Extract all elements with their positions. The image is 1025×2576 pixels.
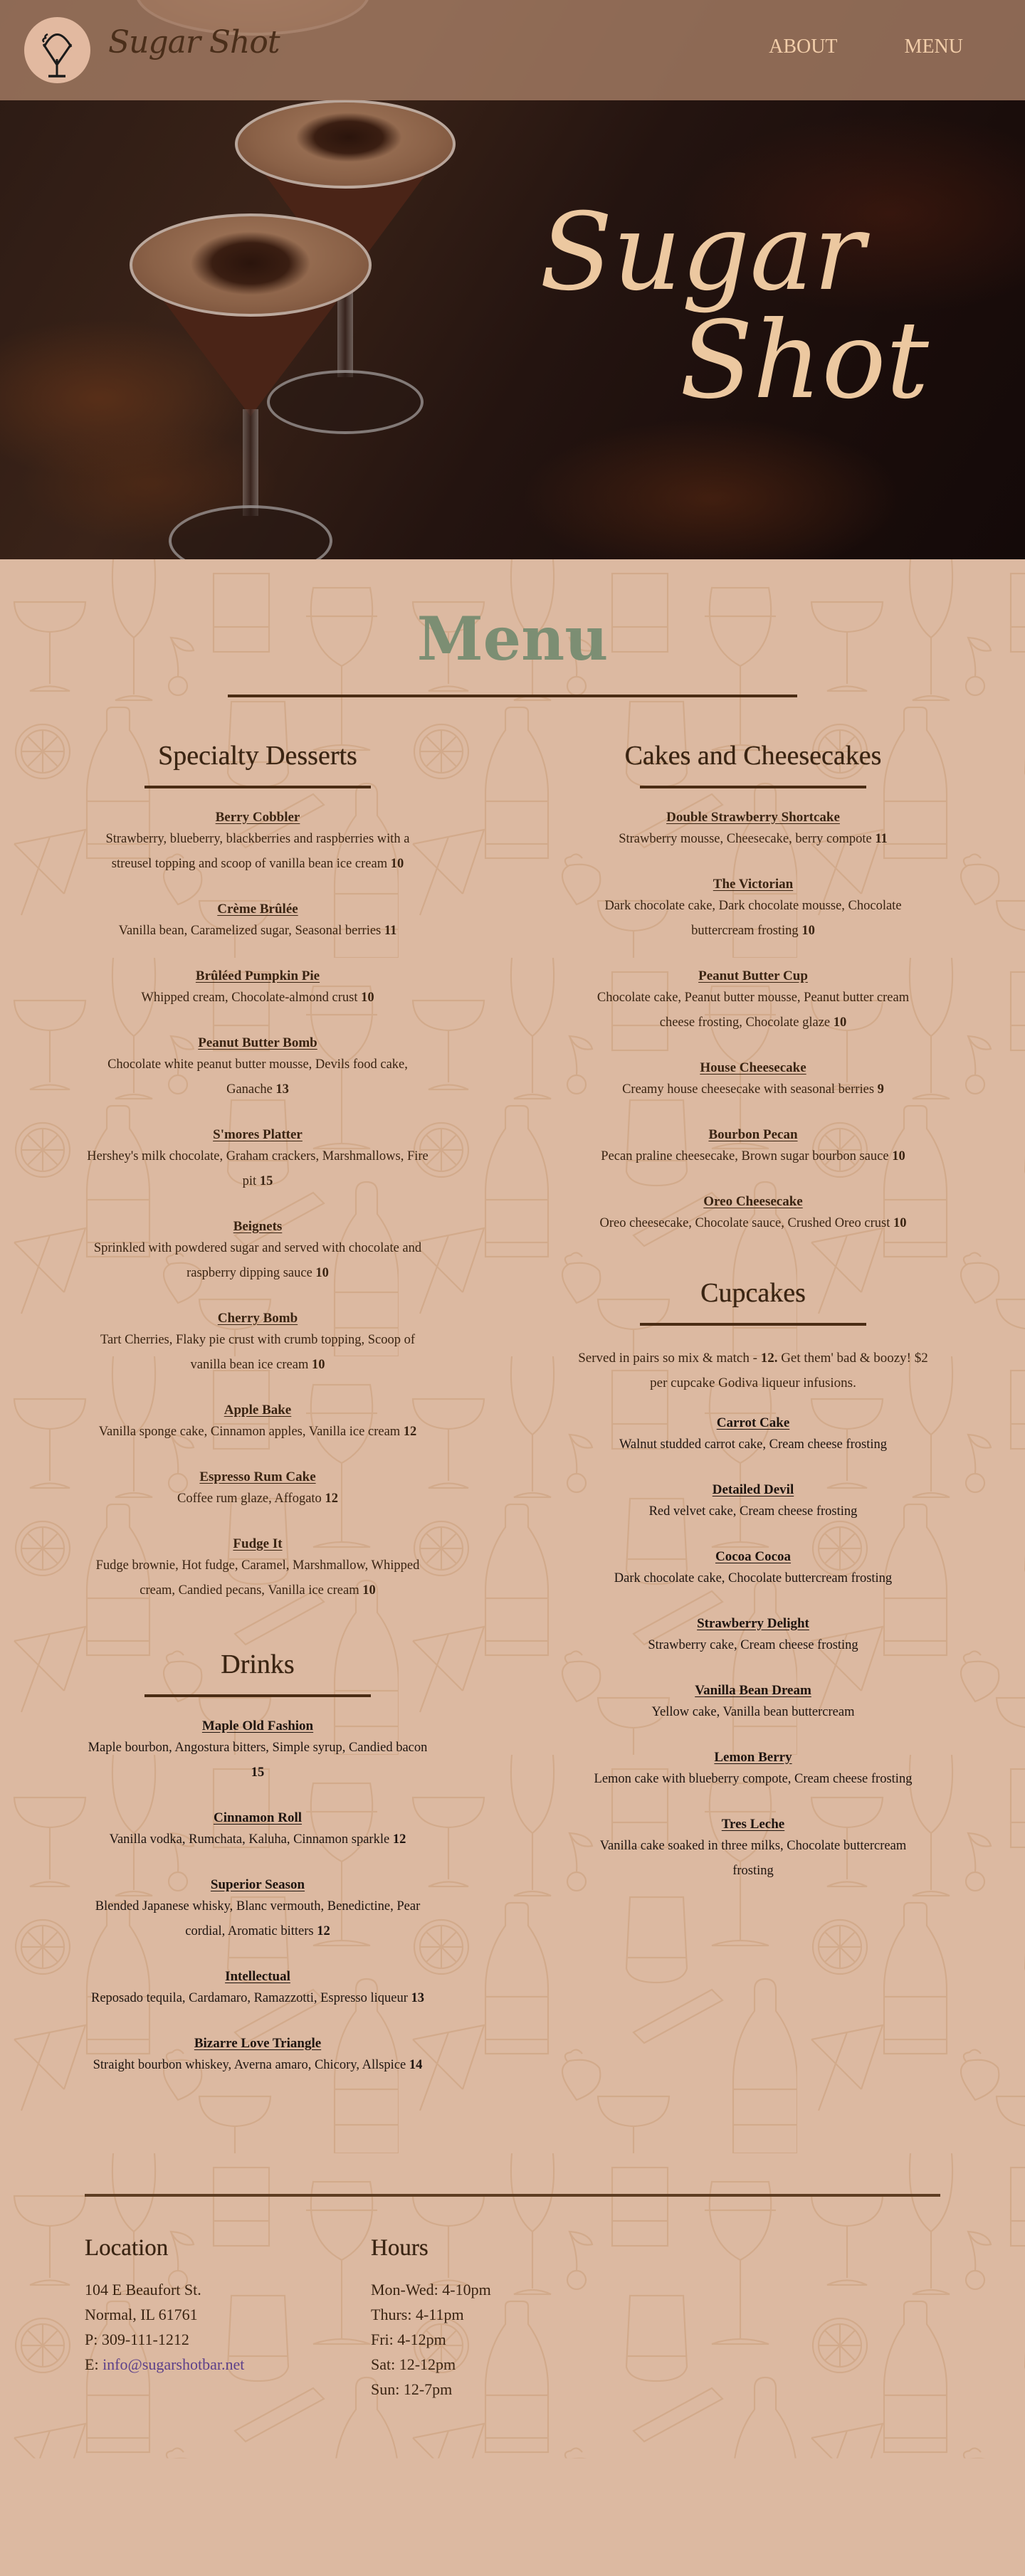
category-divider: [144, 1694, 371, 1697]
menu-item-price: 12: [325, 1491, 338, 1506]
menu-item-name: Detailed Devil: [712, 1482, 794, 1497]
nav-about-link[interactable]: ABOUT: [769, 36, 838, 58]
hours-line: Mon-Wed: 4-10pm: [371, 2280, 491, 2298]
menu-item: [575, 967, 931, 1035]
menu-item-name: Double Strawberry Shortcake: [666, 809, 840, 825]
menu-item-description: Strawberry cake, Cream cheese frosting: [648, 1637, 858, 1652]
menu-item: [80, 1468, 436, 1511]
menu-item-description: Blended Japanese whisky, Blanc vermouth, Benedictine, Pear cordial, Aromatic bitters 12: [95, 1899, 421, 1938]
menu-heading: Menu: [416, 603, 609, 674]
menu-item-description: Strawberry mousse, Cheesecake, berry compote 11: [619, 831, 888, 846]
menu-item-description: Chocolate cake, Peanut butter mousse, Peanut butter cream cheese frosting, Chocolate glaze 10: [596, 990, 910, 1030]
menu-item-name: Bourbon Pecan: [708, 1126, 798, 1142]
cupcakes-intro: Served in pairs so mix & match - 12. Get them' bad & boozy! $2 per cupcake Godiva liqueur infusions.: [578, 1350, 928, 1390]
hours-line: Thurs: 4-11pm: [371, 2305, 464, 2323]
hours-line: Fri: 4-12pm: [371, 2330, 446, 2348]
menu-column-left: [80, 741, 436, 2112]
menu-item-name: Strawberry Delight: [697, 1615, 809, 1631]
menu-section: [0, 559, 1025, 2459]
menu-item-price: 10: [892, 1149, 905, 1163]
footer-divider: [85, 2194, 940, 2197]
menu-item: [575, 1815, 931, 1884]
menu-item-description: Straight bourbon whiskey, Averna amaro, Chicory, Allspice 14: [93, 2057, 423, 2072]
menu-item-name: Berry Cobbler: [215, 809, 300, 825]
menu-item-name: Espresso Rum Cake: [199, 1469, 316, 1484]
category-title: Cupcakes: [700, 1277, 806, 1308]
category-specialty-desserts: [80, 741, 436, 1603]
category-title: Specialty Desserts: [158, 741, 357, 771]
menu-item-price: 15: [259, 1173, 273, 1188]
menu-item-name: Superior Season: [210, 1876, 305, 1892]
menu-item-price: 14: [409, 2057, 423, 2072]
footer-hours: [371, 2235, 657, 2402]
site-header: [0, 0, 1025, 100]
menu-item-description: Vanilla sponge cake, Cinnamon apples, Vanilla ice cream 12: [98, 1424, 417, 1439]
address-line-2: Normal, IL 61761: [85, 2305, 198, 2323]
brand-name[interactable]: Sugar Shot: [108, 24, 280, 60]
menu-item-price: 15: [251, 1765, 265, 1780]
menu-item: [575, 1193, 931, 1236]
menu-item-price: 10: [893, 1215, 907, 1230]
menu-item-name: S'mores Platter: [213, 1126, 303, 1142]
menu-item: [575, 1748, 931, 1792]
martini-glass-icon: [24, 17, 90, 83]
menu-item-name: Peanut Butter Bomb: [198, 1035, 317, 1050]
menu-item: [575, 875, 931, 944]
cupcakes-pair-price: 12.: [760, 1350, 778, 1366]
menu-item-description: Lemon cake with blueberry compote, Cream cheese frosting: [594, 1771, 913, 1786]
menu-item: [575, 1414, 931, 1457]
email-link[interactable]: info@sugarshotbar.net: [102, 2355, 245, 2373]
menu-item-description: Yellow cake, Vanilla bean buttercream: [651, 1704, 855, 1719]
menu-item-description: Fudge brownie, Hot fudge, Caramel, Marshmallow, Whipped cream, Candied pecans, Vanilla ice cream 10: [95, 1558, 420, 1598]
menu-item-name: Brûléed Pumpkin Pie: [195, 968, 320, 983]
menu-item-description: Maple bourbon, Angostura bitters, Simple syrup, Candied bacon 15: [88, 1740, 428, 1780]
main-nav: [769, 36, 1025, 58]
menu-item: [575, 808, 931, 852]
category-title: Cakes and Cheesecakes: [624, 741, 882, 771]
menu-item-name: Oreo Cheesecake: [703, 1193, 803, 1209]
menu-item-description: Walnut studded carrot cake, Cream cheese frosting: [619, 1437, 888, 1452]
menu-item-description: Dark chocolate cake, Dark chocolate mousse, Chocolate buttercream frosting 10: [604, 898, 902, 938]
nav-menu-link[interactable]: MENU: [904, 36, 963, 58]
phone-number: P: 309-111-1212: [85, 2330, 189, 2348]
site-footer: [0, 2112, 1025, 2459]
menu-column-right: [575, 741, 931, 2112]
menu-item-price: 12: [392, 1832, 406, 1847]
menu-item-price: 10: [315, 1265, 329, 1280]
menu-item-price: 10: [312, 1357, 325, 1372]
menu-item: [575, 1682, 931, 1725]
footer-location-title: Location: [85, 2234, 169, 2261]
menu-item-name: Crème Brûlée: [217, 901, 298, 917]
hours-line: Sun: 12-7pm: [371, 2380, 453, 2398]
menu-item-name: The Victorian: [713, 876, 794, 892]
menu-item: [575, 1126, 931, 1169]
menu-item-price: 9: [877, 1082, 884, 1097]
menu-item-name: Beignets: [233, 1218, 283, 1234]
menu-item-name: House Cheesecake: [700, 1060, 806, 1075]
hero-photo-glass-front: [130, 213, 372, 559]
category-drinks: [80, 1650, 436, 2078]
hero-section: [0, 0, 1025, 559]
category-divider: [144, 786, 371, 788]
address-line-1: 104 E Beaufort St.: [85, 2280, 201, 2298]
menu-item: [575, 1059, 931, 1102]
category-cupcakes: [575, 1279, 931, 1884]
menu-item-price: 10: [362, 1583, 376, 1598]
menu-item-description: Whipped cream, Chocolate-almond crust 10: [141, 990, 374, 1005]
menu-item-name: Apple Bake: [224, 1402, 292, 1418]
menu-item-price: 10: [361, 990, 374, 1005]
menu-heading-divider: [228, 695, 797, 697]
menu-item-description: Chocolate white peanut butter mousse, Devils food cake, Ganache 13: [107, 1057, 408, 1097]
menu-item: [80, 1809, 436, 1852]
hours-line: Sat: 12-12pm: [371, 2355, 456, 2373]
menu-item-description: Oreo cheesecake, Chocolate sauce, Crushed Oreo crust 10: [599, 1215, 907, 1230]
menu-item: [575, 1615, 931, 1658]
menu-item-name: Peanut Butter Cup: [698, 968, 808, 983]
menu-item-price: 10: [801, 923, 815, 938]
menu-item-description: Creamy house cheesecake with seasonal berries 9: [622, 1082, 884, 1097]
menu-item-price: 12: [317, 1923, 330, 1938]
footer-hours-title: Hours: [371, 2234, 429, 2261]
menu-item: [80, 1309, 436, 1378]
menu-item: [80, 1717, 436, 1785]
menu-item-name: Lemon Berry: [714, 1749, 792, 1765]
category-cakes-and-cheesecakes: [575, 741, 931, 1236]
menu-item-description: Vanilla bean, Caramelized sugar, Seasonal berries 11: [118, 923, 397, 938]
menu-item-name: Carrot Cake: [716, 1415, 790, 1430]
menu-item-description: Pecan praline cheesecake, Brown sugar bourbon sauce 10: [601, 1149, 905, 1163]
menu-item: [80, 1876, 436, 1944]
menu-item-description: Hershey's milk chocolate, Graham crackers, Marshmallows, Fire pit 15: [87, 1149, 429, 1188]
menu-item-price: 10: [833, 1015, 847, 1030]
menu-item: [80, 808, 436, 877]
menu-item-description: Coffee rum glaze, Affogato 12: [177, 1491, 338, 1506]
menu-item-description: Reposado tequila, Cardamaro, Ramazzotti, Espresso liqueur 13: [90, 1990, 425, 2005]
menu-item-name: Intellectual: [225, 1968, 290, 1984]
footer-location: [85, 2235, 371, 2402]
menu-item: [80, 900, 436, 944]
menu-item-price: 12: [403, 1424, 417, 1439]
menu-item: [80, 967, 436, 1010]
category-title: Drinks: [221, 1649, 295, 1679]
menu-item-description: Dark chocolate cake, Chocolate buttercream frosting: [614, 1571, 893, 1585]
menu-item-description: Sprinkled with powdered sugar and served with chocolate and raspberry dipping sauce 10: [93, 1240, 422, 1280]
menu-item-name: Cocoa Cocoa: [715, 1548, 792, 1564]
email-line: E: info@sugarshotbar.net: [85, 2355, 245, 2373]
menu-item-price: 10: [390, 856, 404, 871]
menu-item: [80, 1218, 436, 1286]
menu-item-description: Red velvet cake, Cream cheese frosting: [648, 1504, 858, 1519]
logo-badge[interactable]: [24, 17, 90, 83]
menu-item-price: 13: [275, 1082, 289, 1097]
category-divider: [640, 1323, 866, 1326]
menu-item: [80, 1401, 436, 1445]
menu-item-price: 13: [411, 1990, 425, 2005]
menu-item: [80, 2034, 436, 2078]
menu-item-price: 11: [875, 831, 888, 846]
menu-item-description: Vanilla vodka, Rumchata, Kaluha, Cinnamon sparkle 12: [109, 1832, 406, 1847]
menu-item-description: Vanilla cake soaked in three milks, Chocolate buttercream frosting: [599, 1838, 907, 1878]
menu-item: [80, 1535, 436, 1603]
menu-item-name: Tres Leche: [721, 1816, 785, 1832]
menu-item-name: Cinnamon Roll: [213, 1810, 303, 1825]
menu-item-name: Bizarre Love Triangle: [194, 2035, 322, 2051]
menu-item-price: 11: [384, 923, 397, 938]
menu-item-description: Tart Cherries, Flaky pie crust with crumb topping, Scoop of vanilla bean ice cream 10: [100, 1332, 416, 1372]
menu-item: [575, 1481, 931, 1524]
category-divider: [640, 786, 866, 788]
menu-item-name: Cherry Bomb: [217, 1310, 298, 1326]
menu-item-description: Strawberry, blueberry, blackberries and raspberries with a streusel topping and scoop of vanilla bean ice cream 10: [105, 831, 410, 871]
menu-item: [80, 1034, 436, 1102]
menu-item: [575, 1548, 931, 1591]
menu-item: [80, 1126, 436, 1194]
menu-item-name: Vanilla Bean Dream: [695, 1682, 811, 1698]
menu-item: [80, 1968, 436, 2011]
menu-item-name: Fudge It: [233, 1536, 283, 1551]
hero-title-line1: Sugar: [540, 191, 865, 315]
hero-title-line2: Shot: [680, 299, 929, 423]
menu-item-name: Maple Old Fashion: [201, 1718, 314, 1733]
